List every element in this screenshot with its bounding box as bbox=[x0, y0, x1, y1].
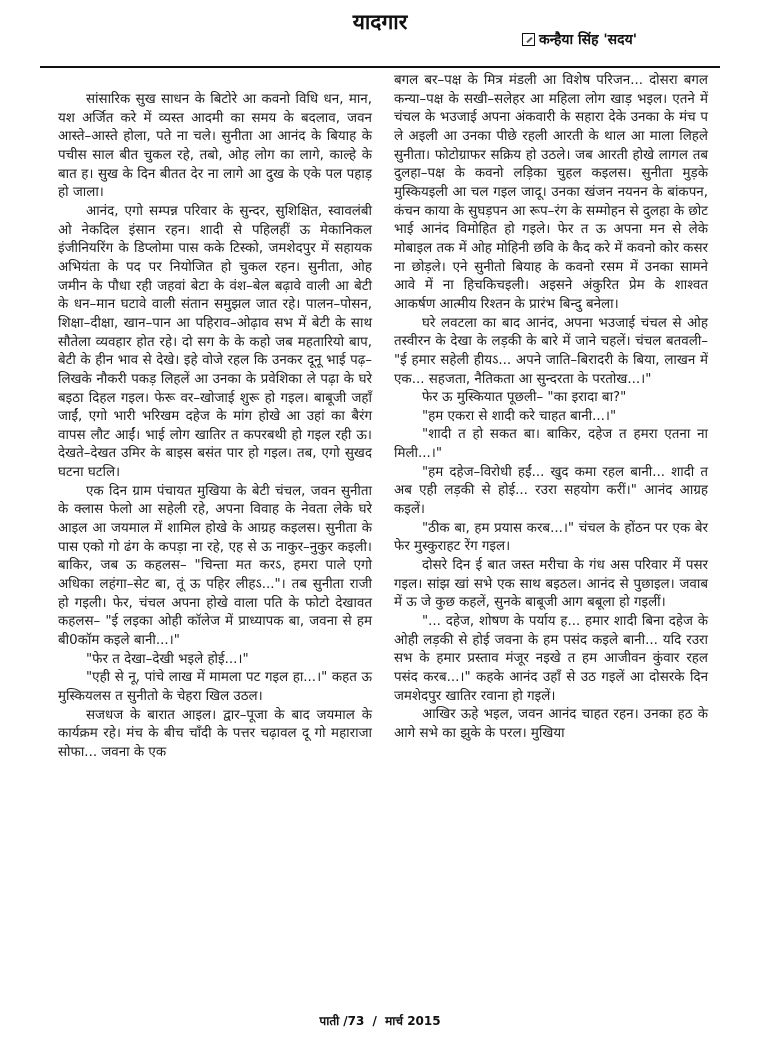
author-name: कन्हैया सिंह 'सदय' bbox=[539, 32, 637, 48]
header-divider bbox=[40, 66, 720, 68]
page-number: /73 bbox=[343, 1014, 365, 1028]
pen-paper-icon bbox=[522, 33, 535, 46]
paragraph: "हम दहेज–विरोधी हईं... खुद कमा रहल बानी... शादी त अब एही लड़की से होई... रउरा सहयोग करीं।" आनंद आग्रह कइलें। bbox=[394, 464, 708, 518]
paragraph: आखिर ऊहे भइल, जवन आनंद चाहत रहन। उनका हठ के आगे सभे का झुके के परल। मुखिया bbox=[394, 707, 708, 741]
paragraph: सांसारिक सुख साधन के बिटोरे आ कवनो विधि धन, मान, यश अर्जित करे में व्यस्त आदमी का समय के बदलाव, जवन आस्ते–आस्ते होला, पते ना चले। सुनीता आ आनंद के बियाह के पचीस साल बीत चुकल रहे, तबो, ओह लोग का लागे, काल्हे के बात ह। सुख के दिन बीतत देर ना लागे आ दुख के एके पल पहाड़ हो जाला। bbox=[58, 92, 372, 201]
paragraph: फेर ऊ मुस्कियात पूछली– "का इरादा बा?" bbox=[422, 390, 627, 406]
paragraph: सजधज के बारात आइल। द्वार–पूजा के बाद जयमाल के कार्यक्रम रहे। मंच के बीच चाँदी के पत्तर चढ़ावल दू गो महाराजा सोफा... जवना के एक bbox=[58, 707, 372, 760]
footer-separator: / bbox=[372, 1014, 377, 1028]
paragraph: एक दिन ग्राम पंचायत मुखिया के बेटी चंचल, जवन सुनीता के क्लास फेलो आ सहेली रहे, अपना विवाह के नेवता लेके घरे आइल आ जयमाल में शामिल होखे के आग्रह कइलस। सुनीता के पास एको गो ढंग के कपड़ा ना रहे, एह से ऊ नाकुर–नुकुर कइली। बाकिर, जब ऊ कहलस– "चिन्ता मत करऽ, हमरा पाले एगो अधिका लहंगा–सेट बा, तूं ऊ पहिर लीहऽ..."। तब सुनीता राजी हो गइली। फेर, चंचल अपना होखे वाला पति के फोटो देखावत कहलस– "ई लइका ओही कॉलेज में प्राध्यापक बा, जवना से हम बी0कॉम कइले बानी...।" bbox=[58, 483, 372, 649]
left-column bbox=[58, 91, 372, 763]
issue-date: मार्च 2015 bbox=[385, 1014, 441, 1028]
paragraph: घरे लवटला का बाद आनंद, अपना भउजाई चंचल से ओह तस्वीरन के देखा के लड़की के बारे में जाने चहलें। चंचल बतवली– "ई हमार सहेली हीयऽ... अपने जाति–बिरादरी के बिया, लाखन में एक... सहजता, नैतिकता आ सुन्दरता के परतोख...।" bbox=[394, 315, 708, 387]
article-title: यादगार bbox=[352, 10, 408, 34]
right-column bbox=[394, 72, 708, 744]
paragraph: "फेर त देखा–देखी भइले होई...।" bbox=[86, 651, 249, 667]
author-byline bbox=[522, 30, 637, 49]
magazine-name: पाती bbox=[319, 1014, 340, 1028]
paragraph: "हम एकरा से शादी करे चाहत बानी...।" bbox=[422, 408, 617, 424]
paragraph: दोसरे दिन ई बात जस्त मरीचा के गंध अस परिवार में पसर गइल। सांझ खां सभे एक साथ बइठल। आनंद से पुछाइल। जवाब में ऊ जे कुछ कहलें, सुनके बाबूजी आग बबूला हो गइलीं। bbox=[394, 558, 708, 611]
paragraph: बगल बर–पक्ष के मित्र मंडली आ विशेष परिजन... दोसरा बगल कन्या–पक्ष के सखी–सलेहर आ महिला लोग खाड़ भइल। एतने में चंचल के भउजाई अपना अंकवारी के सहारा देके उनका के मंच प ले अइली आ उनका पीछे रहली आरती के थाल आ माला लिहले सुनीता। फोटोग्राफर सक्रिय हो उठले। जब आरती होखे लागल तब दुलहा–पक्ष के कवनो लड़िका चुहल कइलस। सुनीता मुड़के मुस्कियइली आ चल गइल जादू। उनका खंजन नयनन के बांकपन, कंचन काया के सुघड़पन आ रूप–रंग के सम्मोहन से दुलहा के छोट भाई आनंद विमोहित हो गइले। फेर त ऊ अपना मन से लेके मोबाइल तक में ओह मोहिनी छवि के कैद करे में कवनो कोर कसर ना छोड़ले। एने सुनीतो बियाह के कवनो रसम में उनका सामने आवे में ना हिचकिचइली। अइसने अंकुरित प्रेम के शाश्वत आकर्षण आत्मीय रिश्तन के प्रारंभ बिन्दु बनेला। bbox=[394, 73, 708, 312]
paragraph: "एही से नू, पांचे लाख में मामला पट गइल हा...।" कहत ऊ मुस्कियलस त सुनीतो के चेहरा खिल उठल। bbox=[58, 670, 372, 704]
paragraph: "शादी त हो सकत बा। बाकिर, दहेज त हमरा एतना ना मिली...।" bbox=[394, 427, 708, 462]
paragraph: "ठीक बा, हम प्रयास करब...।" चंचल के होंठन पर एक बेर फेर मुस्कुराहट रेंग गइल। bbox=[394, 520, 708, 555]
paragraph: "... दहेज, शोषण के पर्याय ह... हमार शादी बिना दहेज के ओही लड़की से होई जवना के हम पसंद कइले बानी... यदि रउरा सभ के हमार प्रस्ताव मंजूर नइखे त हम आजीवन कुंवार रहल पसंद करब...।" कहके आनंद उहाँ से उठ गइलें आ दोसरके दिन जमशेदपुर खातिर रवाना हो गइलें। bbox=[394, 614, 708, 704]
paragraph: आनंद, एगो सम्पन्न परिवार के सुन्दर, सुशिक्षित, स्वावलंबी ओ नेकदिल इंसान रहन। शादी से पहिलहीं ऊ मेकानिकल इंजीनियरिंग के डिप्लोमा पास कके टिस्को, जमशेदपुर में सहायक अभियंता के पद पर नियोजित हो चुकल रहन। सुनीता, ओह जमीन के पौधा रही जहवां बेटा के वंश–बेल बढ़ावे वाली आ बेटी के धन–मान घटावे वाली संतान समुझल जात रहे। पालन–पोसन, शिक्षा–दीक्षा, खान–पान आ पहिराव–ओढ़ाव सभ में बेटी के साथ सौतेला व्यवहार होत रहे। दो सग के के कहो जब महतारियो बाप, बेटी के हीन भाव से देखे। इहे वोजे रहल कि उनकर दूनू भाई पढ़–लिखके नौकरी पकड़ लिहलें आ उनका के प्रवेशिका ले पढ़ा के घरे बइठा दिहल गइल। फेरू वर–खोजाई शुरू हो गइल। बाबूजी जहाँ जाईं, एगो भारी भरिखम दहेज के मांग होखे आ उहां का बैरंग वापस लौट आईं। भाई लोग खातिर त कपरबथी हो गइल रही ऊ। देखते–देखत उमिर के बाइस बसंत पार हो गइल। तब, एगो सुखद घटना घटलि। bbox=[58, 203, 372, 481]
page-footer bbox=[0, 1012, 760, 1029]
